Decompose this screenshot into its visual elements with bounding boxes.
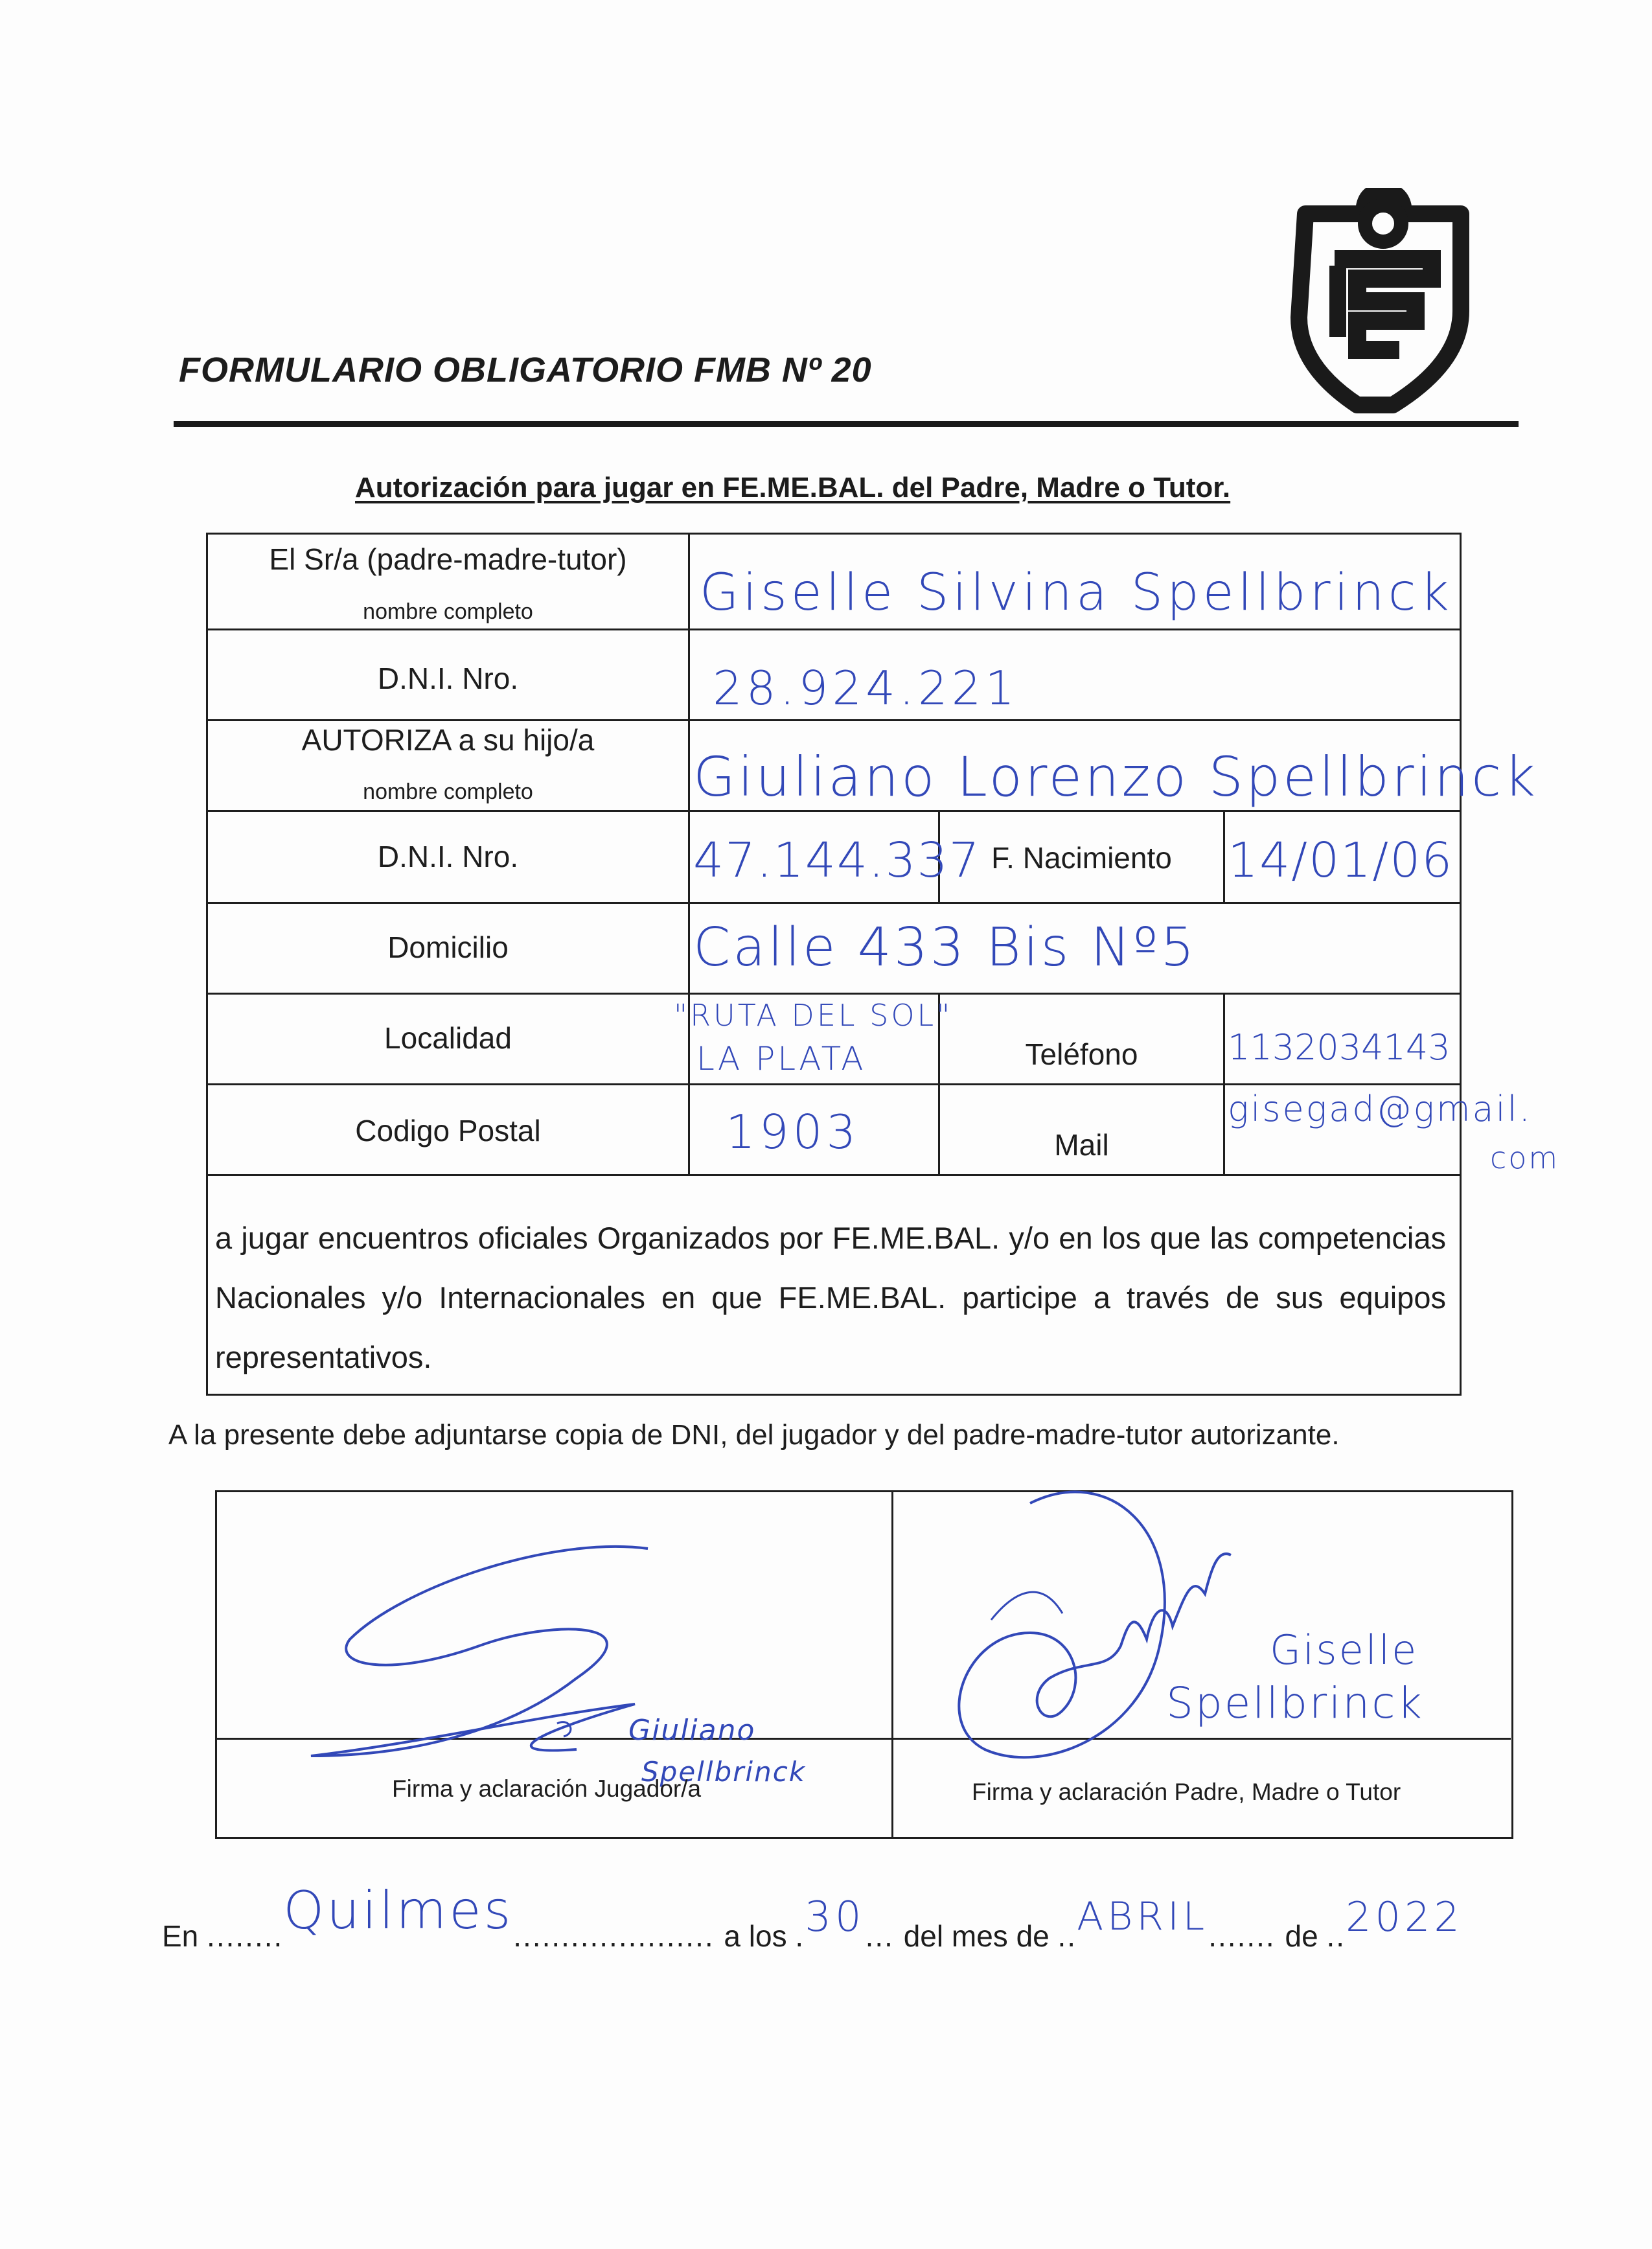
- signature-column-divider: [891, 1490, 893, 1837]
- phone-value: 1132034143: [1228, 1027, 1451, 1068]
- guardian-sublabel: nombre completo: [363, 599, 533, 624]
- month-dots: .......: [1208, 1919, 1285, 1953]
- mail-label: Mail: [1054, 1128, 1109, 1162]
- child-dni-label: D.N.I. Nro.: [377, 840, 519, 873]
- locality-value-line-2: LA PLATA: [696, 1040, 866, 1078]
- locality-label: Localidad: [384, 1021, 512, 1055]
- guardian-label: El Sr/a (padre-madre-tutor): [269, 542, 627, 576]
- guardian-signature: [913, 1464, 1276, 1801]
- birth-date-value: 14/01/06: [1228, 833, 1454, 888]
- table-row-divider: [206, 810, 1460, 812]
- month-dots: ..: [1057, 1919, 1077, 1953]
- player-signature-caption: Firma y aclaración Jugador/a: [392, 1775, 702, 1802]
- table-row-divider: [206, 1083, 1460, 1085]
- femebal-logo: [1286, 188, 1471, 415]
- month-value: ABRIL: [1077, 1894, 1209, 1939]
- table-row-divider: [206, 719, 1460, 721]
- form-subtitle: Autorización para jugar en FE.ME.BAL. del Padre, Madre o Tutor.: [355, 472, 1231, 503]
- guardian-dni-label: D.N.I. Nro.: [377, 662, 519, 695]
- title-rule: [174, 421, 1519, 427]
- guardian-name-value: Giselle Silvina Spellbrinck: [700, 564, 1453, 622]
- table-row-divider: [206, 629, 1460, 630]
- table-row-divider: [206, 993, 1460, 995]
- table-row-divider: [206, 1174, 1460, 1176]
- place-value: Quilmes: [283, 1880, 514, 1941]
- guardian-clarification-line-2: Spellbrinck: [1166, 1678, 1424, 1728]
- child-dni-value: 47.144.337: [693, 833, 981, 888]
- date-line: [162, 1880, 1463, 1959]
- date-de-label: de: [1285, 1919, 1318, 1953]
- day-dots: .: [795, 1919, 805, 1953]
- address-value: Calle 433 Bis Nº5: [693, 917, 1197, 978]
- table-column-divider: [1223, 993, 1225, 1174]
- postal-code-label: Codigo Postal: [355, 1114, 541, 1148]
- child-name-value: Giuliano Lorenzo Spellbrinck: [693, 745, 1538, 809]
- guardian-clarification-line-1: Giselle: [1270, 1626, 1419, 1674]
- authorizes-label: AUTORIZA a su hijo/a: [301, 723, 595, 757]
- mail-value-line-1: gisegad@gmail.: [1228, 1089, 1532, 1129]
- player-clarification-line-1: Giuliano: [628, 1714, 756, 1747]
- postal-code-value: 1903: [726, 1105, 860, 1159]
- birth-date-label: F. Nacimiento: [991, 841, 1172, 875]
- mail-value-line-2: com: [1490, 1140, 1560, 1175]
- day-value: 30: [805, 1893, 866, 1941]
- authorization-body-text: a jugar encuentros oficiales Organizados por FE.ME.BAL. y/o en los que las competencias Nacionales y/o Internacionales en que FE.ME.BAL. participe a través de sus equipos representativos.: [215, 1221, 1446, 1374]
- year-dots: ..: [1326, 1919, 1346, 1953]
- locality-value-line-1: "RUTA DEL SOL": [674, 998, 953, 1033]
- guardian-signature-caption: Firma y aclaración Padre, Madre o Tutor: [972, 1779, 1401, 1805]
- place-dots: .....................: [513, 1919, 724, 1953]
- date-a-los-label: a los: [724, 1919, 787, 1953]
- form-title: FORMULARIO OBLIGATORIO FMB Nº 20: [179, 351, 872, 389]
- guardian-dni-value: 28.924.221: [713, 661, 1019, 715]
- phone-label: Teléfono: [1025, 1037, 1138, 1071]
- child-sublabel: nombre completo: [363, 779, 533, 804]
- table-row-divider: [206, 902, 1460, 904]
- attachment-notice: A la presente debe adjuntarse copia de DNI, del jugador y del padre-madre-tutor autorizante.: [168, 1419, 1340, 1451]
- date-en-label: En: [162, 1919, 199, 1953]
- place-dots: ........: [207, 1919, 284, 1953]
- table-column-divider: [1223, 810, 1225, 902]
- year-value: 2022: [1346, 1893, 1463, 1941]
- date-mes-label: del mes de: [903, 1919, 1050, 1953]
- day-dots: ...: [865, 1919, 904, 1953]
- address-label: Domicilio: [387, 930, 509, 964]
- player-clarification-line-2: Spellbrinck: [641, 1756, 807, 1788]
